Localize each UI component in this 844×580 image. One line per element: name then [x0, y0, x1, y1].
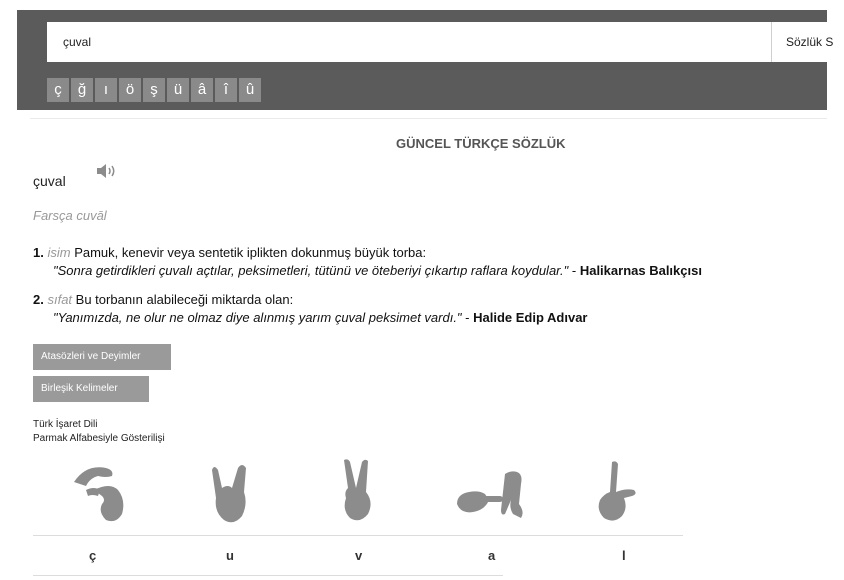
sign-letter: l — [622, 548, 626, 563]
sign-letter: u — [226, 548, 234, 563]
search-input[interactable] — [47, 22, 771, 62]
char-key-s-cedilla[interactable]: ş — [143, 78, 165, 102]
sense-number: 1. — [33, 245, 44, 260]
sense-type: isim — [47, 245, 71, 260]
sign-language-subtitle: Parmak Alfabesiyle Gösterilişi — [33, 433, 165, 444]
sense-2 — [33, 292, 293, 307]
compound-words-button[interactable]: Birleşik Kelimeler — [33, 376, 149, 402]
dictionary-select[interactable]: Sözlük S — [772, 22, 844, 62]
example-text: "Yanımızda, ne olur ne olmaz diye alınmış yarım çuval peksimet vardı." — [53, 310, 462, 325]
proverbs-idioms-button[interactable]: Atasözleri ve Deyimler — [33, 344, 171, 370]
hand-sign-v-icon — [338, 458, 378, 526]
sense-type: sıfat — [47, 292, 73, 307]
char-key-c-cedilla[interactable]: ç — [47, 78, 69, 102]
hand-sign-c-icon — [72, 460, 132, 526]
char-key-dotless-i[interactable]: ı — [95, 78, 117, 102]
letters-bottom-divider — [33, 575, 503, 576]
headword: çuval — [33, 173, 66, 189]
sign-letter: v — [355, 548, 363, 563]
example-author: Halide Edip Adıvar — [473, 310, 588, 325]
sense-definition: Pamuk, kenevir veya sentetik iplikten dokunmuş büyük torba: — [74, 245, 427, 260]
char-key-o-umlaut[interactable]: ö — [119, 78, 141, 102]
example-author: Halikarnas Balıkçısı — [579, 263, 702, 278]
sense-2-example — [53, 310, 588, 325]
char-key-u-umlaut[interactable]: ü — [167, 78, 189, 102]
char-key-g-breve[interactable]: ğ — [71, 78, 93, 102]
sign-letter: a — [488, 548, 496, 563]
hand-sign-a-icon — [455, 470, 529, 520]
special-character-keys — [47, 78, 261, 102]
sense-number: 2. — [33, 292, 44, 307]
divider — [30, 118, 827, 119]
example-dash: - — [568, 263, 580, 278]
letters-divider — [33, 535, 683, 536]
hand-sign-l-icon — [590, 460, 640, 524]
dictionary-title: GÜNCEL TÜRKÇE SÖZLÜK — [396, 136, 566, 151]
speaker-icon[interactable] — [96, 163, 120, 179]
word-origin: Farsça cuvāl — [33, 208, 107, 223]
sign-language-title: Türk İşaret Dili — [33, 419, 98, 430]
sense-1 — [33, 245, 426, 260]
sense-definition: Bu torbanın alabileceği miktarda olan: — [75, 292, 294, 307]
example-dash: - — [461, 310, 474, 325]
sign-letter: ç — [89, 548, 97, 563]
sense-1-example — [53, 263, 702, 278]
char-key-u-circumflex[interactable]: û — [239, 78, 261, 102]
example-text: "Sonra getirdikleri çuvalı açtılar, peksimetleri, tütünü ve öteberiyi çıkartıp raflara koydular." — [53, 263, 569, 278]
char-key-i-circumflex[interactable]: î — [215, 78, 237, 102]
char-key-a-circumflex[interactable]: â — [191, 78, 213, 102]
hand-sign-u-icon — [208, 462, 252, 526]
search-bar — [17, 10, 834, 110]
